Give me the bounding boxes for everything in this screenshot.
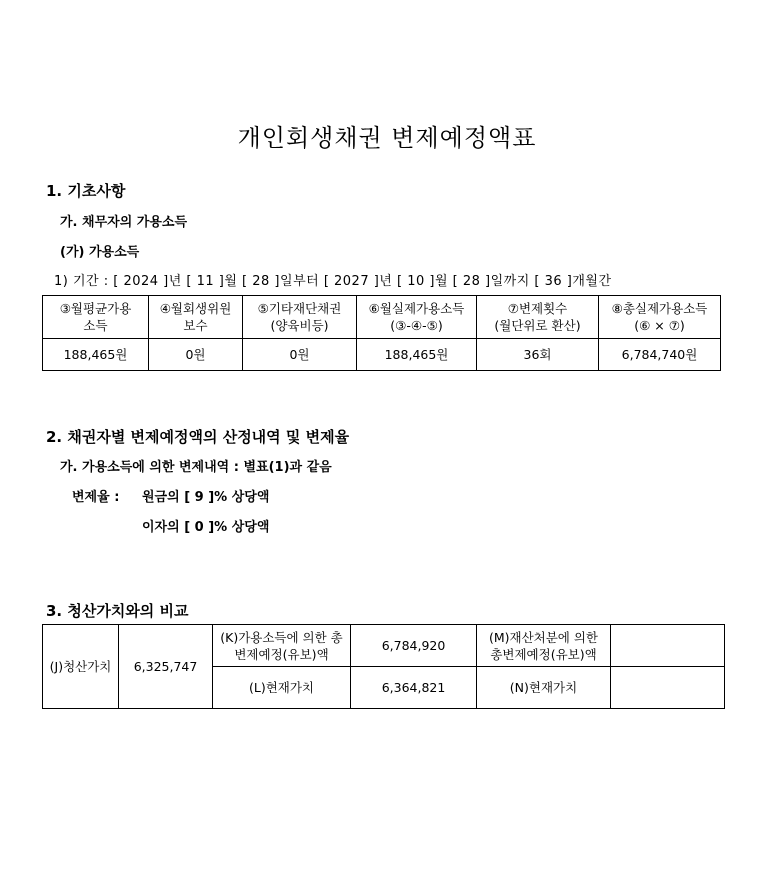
header-repayment-count: ⑦변제횟수 (월단위로 환산) — [477, 296, 599, 339]
value-monthly-avg-income: 188,465원 — [43, 339, 149, 371]
section2-sub-a: 가. 가용소득에 의한 변제내역 : 별표(1)과 같음 — [60, 460, 332, 475]
header-other-claims: ⑤기타재단채권 (양육비등) — [243, 296, 357, 339]
section2-heading: 2. 채권자별 변제예정액의 산정내역 및 변제율 — [46, 428, 350, 446]
liquidation-value: 6,325,747 — [119, 625, 213, 709]
value-actual-income: 188,465원 — [357, 339, 477, 371]
value-total-income: 6,784,740원 — [599, 339, 721, 371]
header-total-income: ⑧총실제가용소득 (⑥ × ⑦) — [599, 296, 721, 339]
header-trustee-fee: ④월회생위원 보수 — [149, 296, 243, 339]
value-trustee-fee: 0원 — [149, 339, 243, 371]
present-value-n — [611, 667, 725, 709]
income-value-row — [43, 339, 721, 371]
header-actual-income: ⑥월실제가용소득 (③-④-⑤) — [357, 296, 477, 339]
present-value-l: 6,364,821 — [351, 667, 477, 709]
income-repayment-label: (K)가용소득에 의한 총 변제예정(유보)액 — [213, 625, 351, 667]
present-value-l-label: (L)현재가치 — [213, 667, 351, 709]
repayment-rate-label: 변제율 : — [72, 490, 120, 505]
header-monthly-avg-income: ③월평균가용 소득 — [43, 296, 149, 339]
document-title: 개인회생채권 변제예정액표 — [237, 124, 537, 152]
asset-repayment-value — [611, 625, 725, 667]
liquidation-comparison-table — [42, 624, 725, 709]
value-other-claims: 0원 — [243, 339, 357, 371]
section1-heading: 1. 기초사항 — [46, 182, 126, 200]
period-line: 1) 기간 : [ 2024 ]년 [ 11 ]월 [ 28 ]일부터 [ 2027 ]년 [ 10 ]월 [ 28 ]일까지 [ 36 ]개월간 — [54, 274, 612, 289]
present-value-n-label: (N)현재가치 — [477, 667, 611, 709]
section1-sub-a: 가. 채무자의 가용소득 — [60, 215, 188, 230]
interest-rate: 이자의 [ 0 ]% 상당액 — [142, 520, 270, 535]
income-repayment-value: 6,784,920 — [351, 625, 477, 667]
liquidation-value-label: (J)청산가치 — [43, 625, 119, 709]
section1-sub-ga: (가) 가용소득 — [60, 245, 140, 260]
income-table — [42, 295, 721, 371]
value-repayment-count: 36회 — [477, 339, 599, 371]
asset-repayment-label: (M)재산처분에 의한 총변제예정(유보)액 — [477, 625, 611, 667]
principal-rate: 원금의 [ 9 ]% 상당액 — [142, 490, 270, 505]
income-header-row — [43, 296, 721, 339]
section3-heading: 3. 청산가치와의 비교 — [46, 602, 189, 620]
comparison-row-1 — [43, 625, 725, 667]
